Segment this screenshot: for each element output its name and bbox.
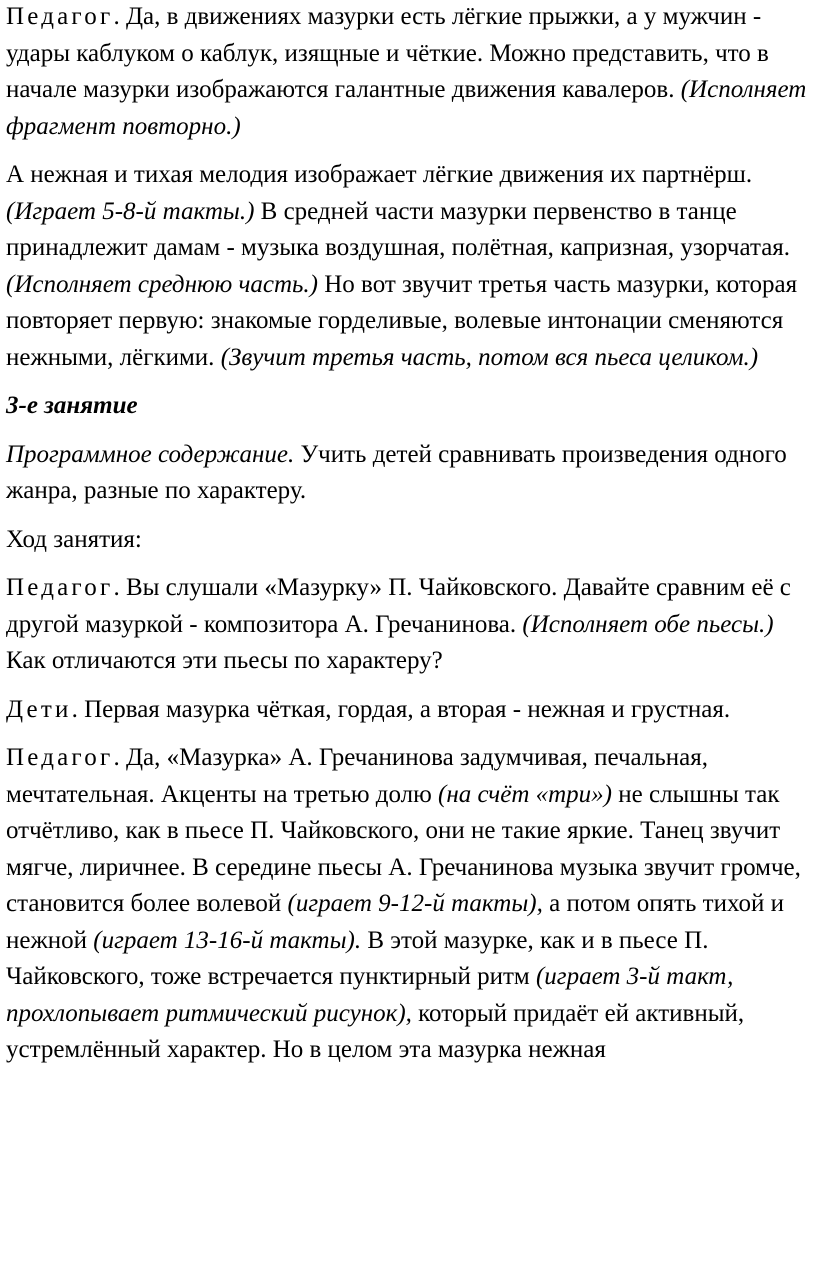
paragraph-teacher-intro <box>6 0 810 145</box>
section-heading <box>6 388 810 425</box>
paragraph-children-answer <box>6 692 810 729</box>
speaker-label: Дети <box>6 695 72 723</box>
paragraph-program-content <box>6 437 810 510</box>
text-run: а потом опять тихой и нежной <box>6 890 785 954</box>
text-run: Ход занятия: <box>6 525 142 553</box>
text-run: В этой мазурке, как и в пьесе П. Чайковского, тоже встречается пунктирный ритм <box>6 926 709 990</box>
section-title: 3-е занятие <box>6 392 138 419</box>
stage-direction: (на счёт «три») <box>438 780 612 808</box>
text-run: Учить детей сравнивать произведения одного жанра, разные по характеру. <box>6 440 787 504</box>
stage-direction: (Исполняет обе пьесы.) <box>522 610 774 638</box>
speaker-label: Педагог <box>6 744 114 771</box>
text-run: который придаёт ей активный, устремлённый характер. Но в целом эта мазурка нежная <box>6 999 745 1063</box>
stage-direction: (Исполняет фрагмент повторно.) <box>6 76 807 140</box>
text-run: Но вот звучит третья часть мазурки, которая повторяет первую: знакомые горделивые, волевые интонации сменяются нежными, лёгкими. <box>6 270 798 371</box>
document-page <box>6 0 810 1081</box>
paragraph-teacher-compare <box>6 570 810 680</box>
text-run: . Первая мазурка чёткая, гордая, а вторая - нежная и грустная. <box>71 695 731 723</box>
text-run: . Да, в движениях мазурки есть лёгкие прыжки, а у мужчин - удары каблуком о каблук, изящные и чёткие. Можно представить, что в начале мазурки изображаются галантные движения кавалеров. <box>6 3 769 103</box>
stage-direction: (играет 3-й такт, прохлопывает ритмический рисунок), <box>6 963 734 1027</box>
text-run: В средней части мазурки первенство в танце принадлежит дамам - музыка воздушная, полётная, капризная, узорчатая. <box>6 197 791 261</box>
paragraph-melody <box>6 157 810 376</box>
stage-direction: (играет 13-16-й такты). <box>93 926 362 954</box>
stage-direction: (Звучит третья часть, потом вся пьеса целиком.) <box>220 343 759 371</box>
stage-direction: (играет 9-12-й такты), <box>287 890 543 917</box>
speaker-label: Педагог <box>6 3 114 30</box>
paragraph-teacher-explain <box>6 740 810 1069</box>
program-label: Программное содержание. <box>6 440 295 468</box>
text-run: А нежная и тихая мелодия изображает лёгкие движения их партнёрш. <box>6 161 753 188</box>
stage-direction: (Играет 5-8-й такты.) <box>6 197 255 225</box>
text-run: не слышны так отчётливо, как в пьесе П. Чайковского, они не такие яркие. Танец звучит мягче, лиричнее. В середине пьесы А. Гречанинова музыка звучит громче, становится более волевой <box>6 780 801 917</box>
speaker-label: Педагог <box>6 574 114 601</box>
paragraph-lesson-course <box>6 522 810 559</box>
text-run: Как отличаются эти пьесы по характеру? <box>6 647 443 674</box>
stage-direction: (Исполняет среднюю часть.) <box>6 270 318 298</box>
text-run: . Да, «Мазурка» А. Гречанинова задумчивая, печальная, мечтательная. Акценты на третью долю <box>6 744 708 808</box>
text-run: . Вы слушали «Мазурку» П. Чайковского. Давайте сравним её с другой мазуркой - композитора А. Гречанинова. <box>6 574 791 638</box>
